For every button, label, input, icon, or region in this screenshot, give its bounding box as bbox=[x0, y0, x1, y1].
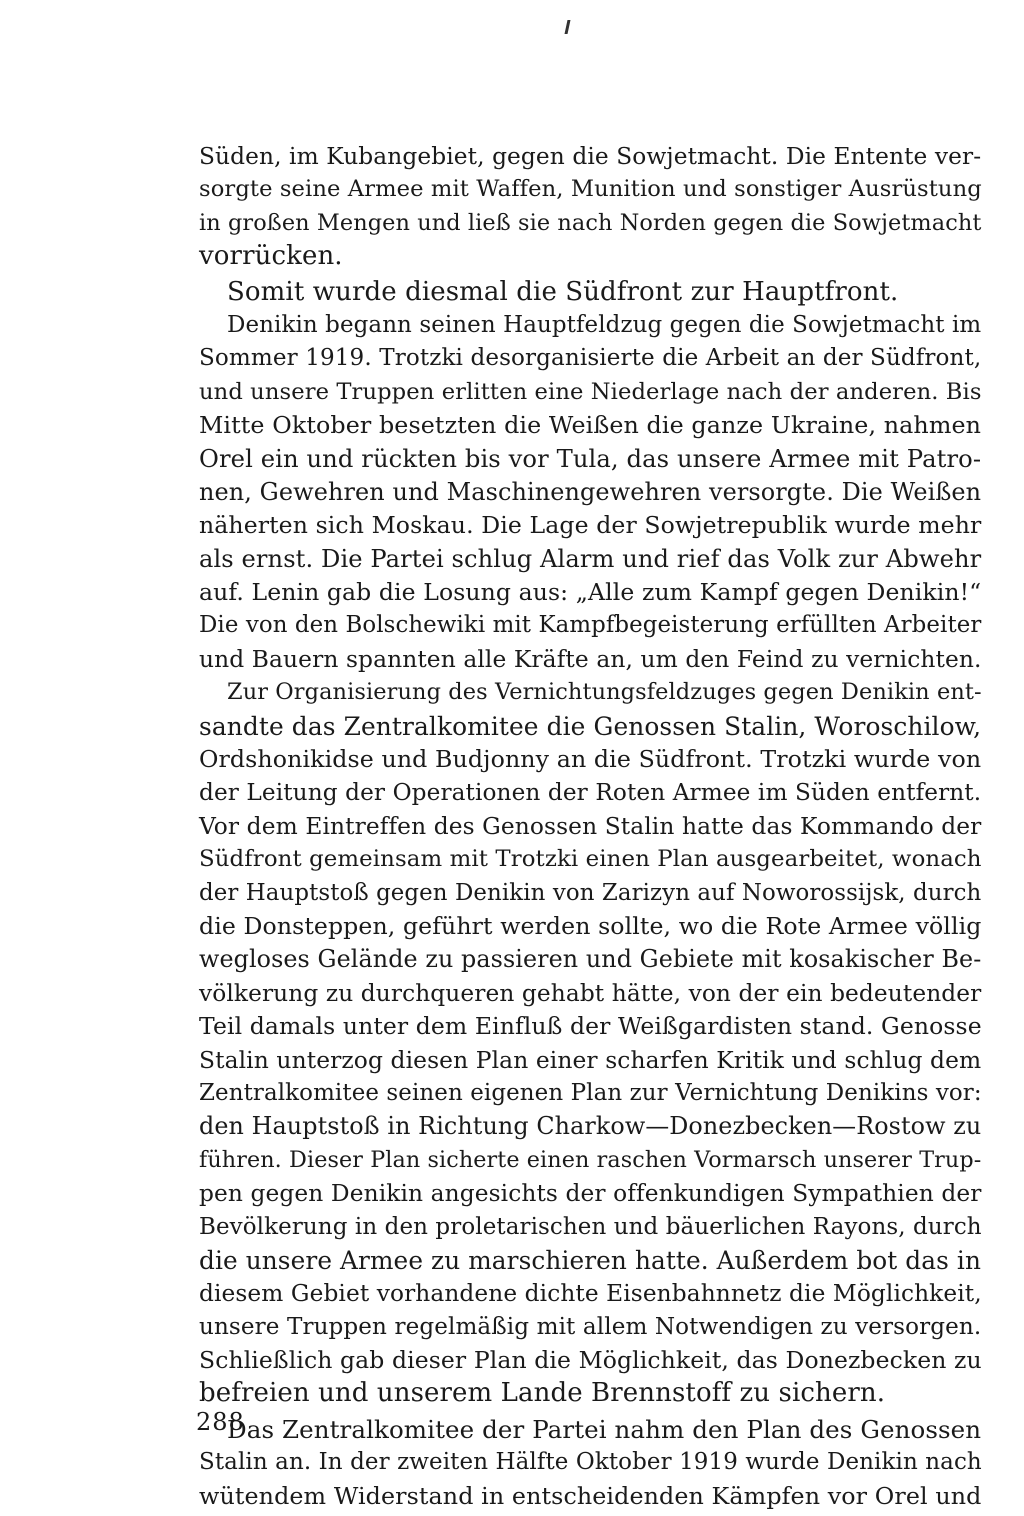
text-line: Das Zentralkomitee der Partei nahm den Plan des Genossen bbox=[227, 1414, 982, 1444]
text-line: Schließlich gab dieser Plan die Möglichkeit, das Donezbecken zu bbox=[199, 1346, 982, 1375]
paragraph bbox=[199, 1413, 981, 1513]
text-line: die unsere Armee zu marschieren hatte. Außerdem bot das in bbox=[199, 1245, 981, 1275]
text-line: Ordshonikidse und Budjonny an die Südfront. Trotzki wurde von bbox=[199, 745, 982, 774]
text-line: sandte das Zentralkomitee die Genossen Stalin, Woroschilow, bbox=[199, 711, 982, 741]
text-line: und Bauern spannten alle Kräfte an, um den Feind zu vernichten. bbox=[199, 644, 982, 673]
text-line: Zentralkomitee seinen eigenen Plan zur Vernichtung Denikins vor: bbox=[199, 1079, 982, 1106]
text-line: Vor dem Eintreffen des Genossen Stalin hatte das Kommando der bbox=[199, 812, 982, 840]
paragraph bbox=[199, 676, 981, 1411]
text-line: Die von den Bolschewiki mit Kampfbegeisterung erfüllten Arbeiter bbox=[199, 612, 982, 639]
text-line: Südfront gemeinsam mit Trotzki einen Plan ausgearbeitet, wonach bbox=[199, 846, 982, 873]
text-line: diesem Gebiet vorhandene dichte Eisenbahnnetz die Möglichkeit, bbox=[199, 1280, 982, 1308]
stray-ink-mark bbox=[565, 20, 571, 34]
text-line: pen gegen Denikin angesichts der offenkundigen Sympathien der bbox=[199, 1180, 982, 1208]
text-line: Denikin begann seinen Hauptfeldzug gegen die Sowjetmacht im bbox=[227, 311, 982, 338]
text-line: und unsere Truppen erlitten eine Niederlage nach der anderen. Bis bbox=[199, 378, 982, 405]
text-line: Somit wurde diesmal die Südfront zur Hauptfront. bbox=[227, 276, 899, 307]
body-text bbox=[199, 140, 981, 1513]
text-line: die Donsteppen, geführt werden sollte, wo die Rote Armee völlig bbox=[199, 911, 982, 940]
text-line: den Hauptstoß in Richtung Charkow—Donezbecken—Rostow zu bbox=[199, 1112, 982, 1141]
text-line: unsere Truppen regelmäßig mit allem Notwendigen zu versorgen. bbox=[199, 1313, 982, 1340]
text-line: auf. Lenin gab die Losung aus: „Alle zum Kampf gegen Denikin!“ bbox=[199, 578, 982, 607]
text-line: Zur Organisierung des Vernichtungsfeldzuges gegen Denikin ent- bbox=[227, 679, 982, 706]
text-line: Stalin an. In der zweiten Hälfte Oktober 1919 wurde Denikin nach bbox=[199, 1449, 982, 1476]
paragraph bbox=[199, 276, 981, 309]
text-line: Bevölkerung in den proletarischen und bäuerlichen Rayons, durch bbox=[199, 1213, 982, 1240]
text-line: als ernst. Die Partei schlug Alarm und rief das Volk zur Abwehr bbox=[199, 544, 982, 573]
text-line: Stalin unterzog diesen Plan einer scharfen Kritik und schlug dem bbox=[199, 1045, 982, 1074]
text-line: Orel ein und rückten bis vor Tula, das unsere Armee mit Patro- bbox=[199, 444, 982, 473]
paragraph bbox=[199, 140, 981, 274]
text-line: wegloses Gelände zu passieren und Gebiete mit kosakischer Be- bbox=[199, 945, 982, 974]
text-line: nen, Gewehren und Maschinengewehren versorgte. Die Weißen bbox=[199, 477, 982, 506]
text-line: befreien und unserem Lande Brennstoff zu sichern. bbox=[199, 1378, 886, 1409]
page-number: 288 bbox=[196, 1408, 245, 1436]
text-line: näherten sich Moskau. Die Lage der Sowjetrepublik wurde mehr bbox=[199, 511, 982, 540]
text-line: Teil damals unter dem Einfluß der Weißgardisten stand. Genosse bbox=[199, 1012, 982, 1041]
text-line: Süden, im Kubangebiet, gegen die Sowjetmacht. Die Entente ver- bbox=[199, 143, 982, 170]
text-line: Sommer 1919. Trotzki desorganisierte die Arbeit an der Südfront, bbox=[199, 345, 982, 372]
paragraph bbox=[199, 309, 981, 676]
text-line: sorgte seine Armee mit Waffen, Munition und sonstiger Ausrüstung bbox=[199, 176, 982, 203]
text-line: führen. Dieser Plan sicherte einen raschen Vormarsch unserer Trup- bbox=[199, 1146, 982, 1173]
text-line: wütendem Widerstand in entscheidenden Kämpfen vor Orel und bbox=[199, 1481, 982, 1510]
text-line: der Leitung der Operationen der Roten Armee im Süden entfernt. bbox=[199, 779, 982, 807]
text-line: vorrücken. bbox=[199, 241, 343, 272]
text-line: völkerung zu durchqueren gehabt hätte, von der ein bedeutender bbox=[199, 979, 982, 1007]
text-line: Mitte Oktober besetzten die Weißen die ganze Ukraine, nahmen bbox=[199, 411, 982, 440]
text-line: der Hauptstoß gegen Denikin von Zarizyn auf Noworossijsk, durch bbox=[199, 879, 982, 906]
text-line: in großen Mengen und ließ sie nach Norden gegen die Sowjetmacht bbox=[199, 209, 982, 236]
